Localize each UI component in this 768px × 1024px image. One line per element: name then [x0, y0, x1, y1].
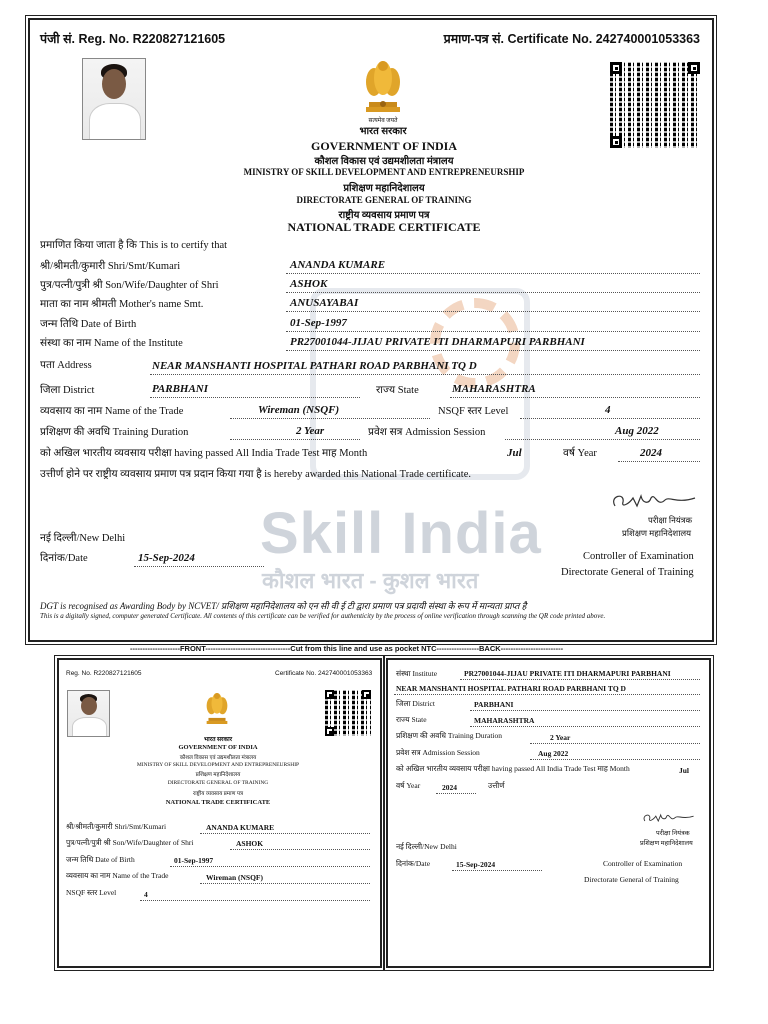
month-value: Jul: [507, 447, 522, 459]
nsqf-value: 4: [605, 404, 611, 416]
national-emblem-icon: [360, 58, 406, 120]
district-value: PARBHANI: [152, 383, 209, 395]
back-directorate: Directorate General of Training: [584, 875, 679, 884]
back-month: Jul: [679, 766, 690, 775]
institute-label: संस्था का नाम Name of the Institute: [40, 338, 183, 349]
back-signature-image: [640, 810, 696, 826]
recognition-note: DGT is recognised as Awarding Body by NCVET/ प्रशिक्षण महानिदेशालय को एन सी वी ई टी द्वारा प्रमाण पत्र प्रदायी संस्था के रूप में मान्यता प्राप्त है: [40, 601, 527, 611]
institute-value: PR27001044-JIJAU PRIVATE ITI DHARMAPURI PARBHANI: [290, 336, 585, 348]
back-state-label: राज्य State: [396, 715, 427, 724]
duration-value: 2 Year: [296, 425, 325, 437]
back-uttirn: उत्तीर्ण: [488, 781, 505, 790]
state-value: MAHARASHTRA: [452, 383, 536, 395]
pocket-father-label: पुत्र/पत्नी/पुत्री श्री Son/Wife/Daughter of Shri: [66, 838, 194, 847]
gov-title: GOVERNMENT OF INDIA: [310, 139, 457, 153]
pocket-dob-label: जन्म तिथि Date of Birth: [66, 855, 135, 864]
address-value: NEAR MANSHANTI HOSPITAL PATHARI ROAD PARBHANI TQ D: [152, 360, 477, 372]
ntc-title: NATIONAL TRADE CERTIFICATE: [287, 220, 481, 234]
digital-note: This is a digitally signed, computer generated Certificate. All contents of this certificate can be verified for authenticity by the process of online verification through scanning the QR code printed above.: [40, 612, 606, 620]
signatory-hindi: परीक्षा नियंत्रक: [648, 515, 692, 525]
back-duration-label: प्रशिक्षण की अवधि Training Duration: [396, 731, 502, 740]
pocket-nsqf-label: NSQF स्तर Level: [66, 888, 117, 897]
certificate-no: प्रमाण-पत्र सं. Certificate No. 242740001053363: [443, 32, 700, 46]
ministry-hindi: कौशल विकास एवं उद्यमशीलता मंत्रालय: [314, 156, 454, 167]
candidate-photo: [82, 58, 146, 140]
year-label: वर्ष Year: [563, 448, 597, 459]
pocket-name: ANANDA KUMARE: [206, 823, 275, 832]
ntc-hindi: राष्ट्रीय व्यवसाय प्रमाण पत्र: [338, 210, 430, 221]
back-duration: 2 Year: [550, 733, 571, 742]
back-year: 2024: [442, 783, 457, 792]
pocket-dob: 01-Sep-1997: [174, 856, 214, 865]
dob-label: जन्म तिथि Date of Birth: [40, 319, 137, 330]
watermark-skill-india-hindi: कौशल भारत - कुशल भारत: [262, 568, 479, 593]
pocket-father: ASHOK: [236, 839, 264, 848]
bharat-sarkar: भारत सरकार: [359, 126, 407, 137]
admission-label: प्रवेश सत्र Admission Session: [368, 427, 486, 438]
nsqf-label: NSQF स्तर Level: [438, 406, 509, 417]
pocket-emblem-icon: [203, 691, 231, 729]
back-date-label: दिनांक/Date: [396, 859, 431, 868]
pocket-name-label: श्री/श्रीमती/कुमारी Shri/Smt/Kumari: [66, 822, 167, 831]
cut-line: --------------------FRONT----------------------------------Cut from this line and use as pocket NTC-----------------BACK-------------------------: [130, 644, 564, 653]
pocket-ministry-english: MINISTRY OF SKILL DEVELOPMENT AND ENTREPRENEURSHIP: [136, 762, 300, 768]
controller-title: Controller of Examination: [583, 551, 694, 562]
back-state: MAHARASHTRA: [474, 716, 535, 725]
pocket-dgt-english: DIRECTORATE GENERAL OF TRAINING: [167, 780, 269, 786]
address-label: पता Address: [40, 360, 92, 371]
pocket-ministry-hindi: कौशल विकास एवं उद्यमशीलता मंत्रालय: [179, 755, 257, 761]
back-admission-label: प्रवेश सत्र Admission Session: [396, 748, 480, 757]
back-admission: Aug 2022: [538, 749, 569, 758]
pocket-trade-label: व्यवसाय का नाम Name of the Trade: [66, 871, 169, 880]
pocket-bharat-sarkar: भारत सरकार: [203, 737, 233, 743]
trade-label: व्यवसाय का नाम Name of the Trade: [40, 406, 184, 417]
back-place: नई दिल्ली/New Delhi: [396, 842, 457, 851]
pocket-reg-no: Reg. No. R220827121605: [66, 670, 142, 677]
name-label: श्री/श्रीमती/कुमारी Shri/Smt/Kumari: [40, 261, 181, 272]
signature-image: [607, 488, 699, 514]
father-name: ASHOK: [290, 278, 328, 290]
pocket-cert-no: Certificate No. 242740001053363: [275, 670, 373, 677]
back-year-label: वर्ष Year: [396, 781, 421, 790]
back-district: PARBHANI: [474, 700, 514, 709]
dgt-english: DIRECTORATE GENERAL OF TRAINING: [296, 195, 472, 205]
mother-name: ANUSAYABAI: [290, 297, 359, 309]
pocket-ntc-title: NATIONAL TRADE CERTIFICATE: [165, 799, 271, 806]
place: नई दिल्ली/New Delhi: [40, 533, 126, 544]
back-district-label: जिला District: [396, 699, 435, 708]
district-label: जिला District: [40, 385, 95, 396]
candidate-name: ANANDA KUMARE: [290, 259, 386, 271]
passed-label: को अखिल भारतीय व्यवसाय परीक्षा having passed All India Trade Test माह Month: [40, 448, 368, 459]
pocket-nsqf: 4: [144, 890, 148, 899]
back-signatory-dgt-hindi: प्रशिक्षण महानिदेशालय: [640, 840, 693, 847]
pocket-trade: Wireman (NSQF): [206, 873, 264, 882]
state-label: राज्य State: [376, 385, 419, 396]
back-controller: Controller of Examination: [603, 859, 683, 868]
directorate-title: Directorate General of Training: [561, 567, 694, 578]
back-inst: PR27001044-JIJAU PRIVATE ITI DHARMAPURI PARBHANI: [464, 669, 671, 678]
emblem-motto: सत्यमेव जयते: [368, 118, 398, 124]
admission-value: Aug 2022: [615, 425, 659, 437]
father-label: पुत्र/पत्नी/पुत्री श्री Son/Wife/Daughter of Shri: [40, 280, 219, 291]
date-value: 15-Sep-2024: [138, 552, 195, 564]
back-date: 15-Sep-2024: [456, 860, 496, 869]
reg-no: पंजी सं. Reg. No. R220827121605: [40, 32, 226, 46]
back-signatory-hindi: परीक्षा नियंत्रक: [656, 830, 690, 837]
duration-label: प्रशिक्षण की अवधि Training Duration: [40, 427, 189, 438]
back-passed-label: को अखिल भारतीय व्यवसाय परीक्षा having passed All India Trade Test माह Month: [396, 764, 630, 773]
awarded-text: उत्तीर्ण होने पर राष्ट्रीय व्यवसाय प्रमाण पत्र प्रदान किया गया है is hereby awarded this National Trade certificate.: [40, 469, 471, 480]
signatory-dgt-hindi: प्रशिक्षण महानिदेशालय: [622, 528, 692, 538]
year-value: 2024: [640, 447, 662, 459]
pocket-dgt-hindi: प्रशिक्षण महानिदेशालय: [195, 772, 241, 778]
ministry-english: MINISTRY OF SKILL DEVELOPMENT AND ENTREPRENEURSHIP: [243, 167, 525, 177]
pocket-ntc-hindi: राष्ट्रीय व्यवसाय प्रमाण पत्र: [192, 791, 244, 797]
certify-text: प्रमाणित किया जाता है कि This is to certify that: [40, 240, 228, 251]
dgt-hindi: प्रशिक्षण महानिदेशालय: [343, 183, 425, 194]
back-address: NEAR MANSHANTI HOSPITAL PATHARI ROAD PARBHANI TQ D: [396, 684, 626, 693]
mother-label: माता का नाम श्रीमती Mother's name Smt.: [40, 299, 204, 310]
pocket-gov-title: GOVERNMENT OF INDIA: [178, 744, 258, 751]
back-inst-label: संस्था Institute: [396, 669, 438, 678]
trade-value: Wireman (NSQF): [258, 404, 340, 416]
watermark-skill-india: Skill India: [260, 501, 542, 566]
pocket-qr-code: [325, 690, 371, 736]
pocket-candidate-photo: [67, 690, 110, 737]
qr-code: [610, 62, 700, 148]
dob-value: 01-Sep-1997: [290, 317, 347, 329]
date-label: दिनांक/Date: [40, 553, 88, 564]
